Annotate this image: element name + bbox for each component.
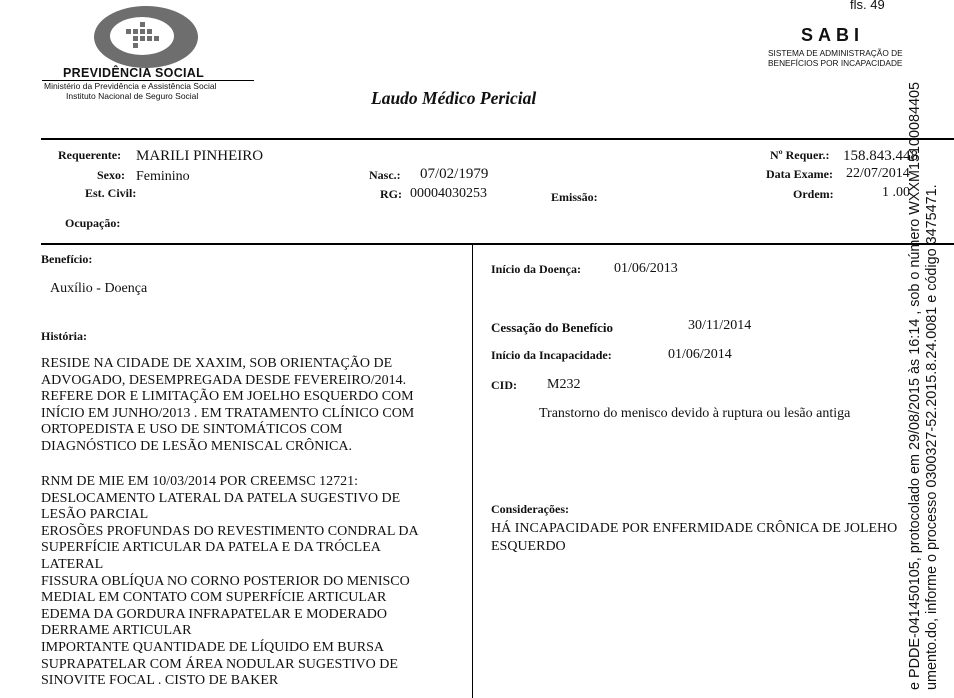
nreq-value: 158.843.448	[843, 148, 918, 164]
cid-code: M232	[547, 377, 581, 392]
cessacao-label: Cessação do Benefício	[491, 320, 614, 335]
est-civil-label: Est. Civil:	[85, 186, 137, 200]
document-title: Laudo Médico Pericial	[371, 88, 537, 108]
org-line1: Ministério da Previdência e Assistência Social	[44, 81, 217, 91]
nasc-value: 07/02/1979	[420, 166, 489, 182]
inicio-doenca-value: 01/06/2013	[614, 261, 678, 276]
protocol-stamp-line-1: e PDDE-041450105, protocolado em 29/08/2015 às 16:14 , sob o número WXXM15100084405	[907, 81, 923, 690]
cid-label: CID:	[491, 378, 517, 392]
protocol-stamp-line-2: umento.do, informe o processo 0300327-52.2015.8.24.0081 e código 3475471.	[923, 184, 940, 690]
consideracoes-text: HÁ INCAPACIDADE POR ENFERMIDADE CRÔNICA DE JOLEHO ESQUERDO	[491, 521, 898, 554]
inicio-incapacidade-label: Início da Incapacidade:	[491, 348, 612, 362]
sabi-subtitle-2: BENEFÍCIOS POR INCAPACIDADE	[768, 58, 903, 68]
info-divider	[41, 243, 954, 245]
emissao-label: Emissão:	[551, 190, 598, 204]
requerente-value: MARILI PINHEIRO	[136, 148, 264, 164]
inicio-doenca-label: Início da Doença:	[491, 262, 581, 276]
beneficio-value: Auxílio - Doença	[50, 281, 148, 296]
sexo-label: Sexo:	[97, 168, 125, 182]
historia-label: História:	[41, 329, 87, 343]
org-line2: Instituto Nacional de Seguro Social	[66, 91, 199, 101]
data-exame-value: 22/07/2014	[846, 166, 910, 181]
historia-paragraph-1: RESIDE NA CIDADE DE XAXIM, SOB ORIENTAÇÃO DE ADVOGADO, DESEMPREGADA DESDE FEVEREIRO/2014. REFERE DOR E LIMITAÇÃO EM JOELHO ESQUERDO COM INÍCIO EM JUNHO/2013 . EM TRATAMENTO CLÍNICO COM ORTOPEDISTA E USO DE SINTOMÁTICOS COM DIAGNÓSTICO DE LESÃO MENISCAL CRÔNICA.	[41, 356, 415, 454]
consideracoes-label: Considerações:	[491, 502, 569, 516]
rg-value: 00004030253	[410, 186, 487, 201]
cessacao-value: 30/11/2014	[688, 318, 752, 333]
rg-label: RG:	[380, 187, 402, 201]
previdencia-logo-icon	[92, 3, 200, 69]
org-name: PREVIDÊNCIA SOCIAL	[63, 66, 205, 80]
historia-paragraph-2: RNM DE MIE EM 10/03/2014 POR CREEMSC 12721: DESLOCAMENTO LATERAL DA PATELA SUGESTIVO DE LESÃO PARCIAL EROSÕES PROFUNDAS DO REVESTIMENTO CONDRAL DA SUPERFÍCIE ARTICULAR DA PATELA E DA TRÓCLEA LATERAL FISSURA OBLÍQUA NO CORNO POSTERIOR DO MENISCO MEDIAL EM CONTATO COM SUPERFÍCIE ARTICULAR EDEMA DA GORDURA INFRAPATELAR E MODERADO DERRAME ARTICULAR IMPORTANTE QUANTIDADE DE LÍQUIDO EM BURSA SUPRAPATELAR COM ÁREA NODULAR SUGESTIVO DE SINOVITE FOCAL . CISTO DE BAKER	[41, 474, 419, 689]
previdencia-logo	[92, 3, 200, 69]
sexo-value: Feminino	[136, 169, 190, 184]
nreq-label: Nº Requer.:	[770, 148, 830, 162]
requerente-label: Requerente:	[58, 148, 122, 162]
column-divider	[472, 245, 473, 698]
ocupacao-label: Ocupação:	[65, 216, 121, 230]
data-exame-label: Data Exame:	[766, 167, 833, 181]
ordem-label: Ordem:	[793, 187, 834, 201]
sabi-title: SABI	[801, 25, 865, 45]
header-divider	[41, 138, 954, 140]
protocol-stamp	[907, 82, 940, 690]
sabi-subtitle-1: SISTEMA DE ADMINISTRAÇÃO DE	[768, 48, 903, 58]
inicio-incapacidade-value: 01/06/2014	[668, 347, 732, 362]
ordem-value: 1 .00	[882, 185, 910, 200]
nasc-label: Nasc.:	[369, 168, 401, 182]
page-label: fls. 49	[850, 0, 885, 12]
beneficio-label: Benefício:	[41, 252, 93, 266]
cid-description: Transtorno do menisco devido à ruptura ou lesão antiga	[539, 406, 851, 421]
